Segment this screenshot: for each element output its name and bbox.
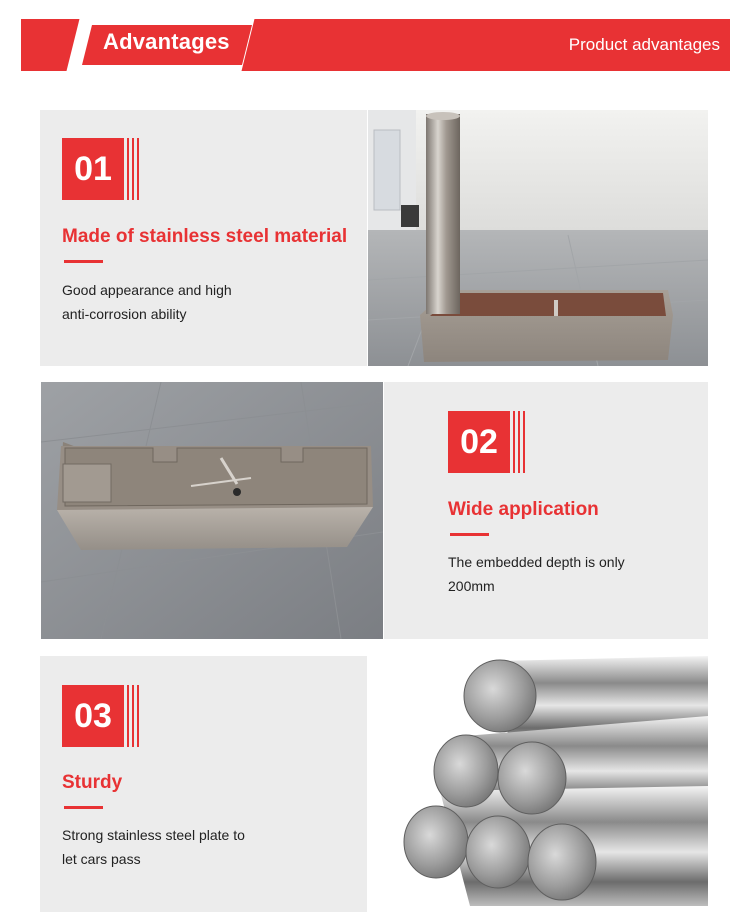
feature-description-line: 200mm — [448, 578, 495, 594]
feature-title-2: Wide application — [448, 499, 599, 520]
feature-title-3: Sturdy — [62, 772, 123, 793]
bollard-base-photo — [41, 382, 383, 639]
feature-number-1: 01 — [62, 138, 124, 200]
header-banner — [21, 19, 730, 71]
feature-description-line: Good appearance and high — [62, 282, 232, 298]
feature-description-line: anti-corrosion ability — [62, 306, 187, 322]
feature-underline — [64, 806, 103, 809]
feature-description-2 — [448, 550, 688, 598]
feature-number-bars-icon — [127, 138, 143, 200]
feature-title-1: Made of stainless steel material — [62, 226, 348, 247]
feature-underline — [450, 533, 489, 536]
feature-number-3: 03 — [62, 685, 124, 747]
feature-number-bars-icon — [513, 411, 529, 473]
feature-panel-1 — [40, 110, 367, 366]
bollard-raised-photo — [368, 110, 708, 366]
feature-panel-2 — [384, 382, 708, 639]
banner-title: Advantages — [103, 29, 230, 54]
feature-description-line: Strong stainless steel plate to — [62, 827, 245, 843]
feature-description-3 — [62, 823, 302, 871]
feature-panel-3 — [40, 656, 367, 912]
feature-description-line: let cars pass — [62, 851, 141, 867]
feature-description-line: The embedded depth is only — [448, 554, 625, 570]
feature-description-1 — [62, 278, 302, 326]
feature-number-bars-icon — [127, 685, 143, 747]
steel-bars-photo — [400, 656, 708, 912]
feature-underline — [64, 260, 103, 263]
banner-subtitle: Product advantages — [568, 35, 720, 54]
feature-number-2: 02 — [448, 411, 510, 473]
